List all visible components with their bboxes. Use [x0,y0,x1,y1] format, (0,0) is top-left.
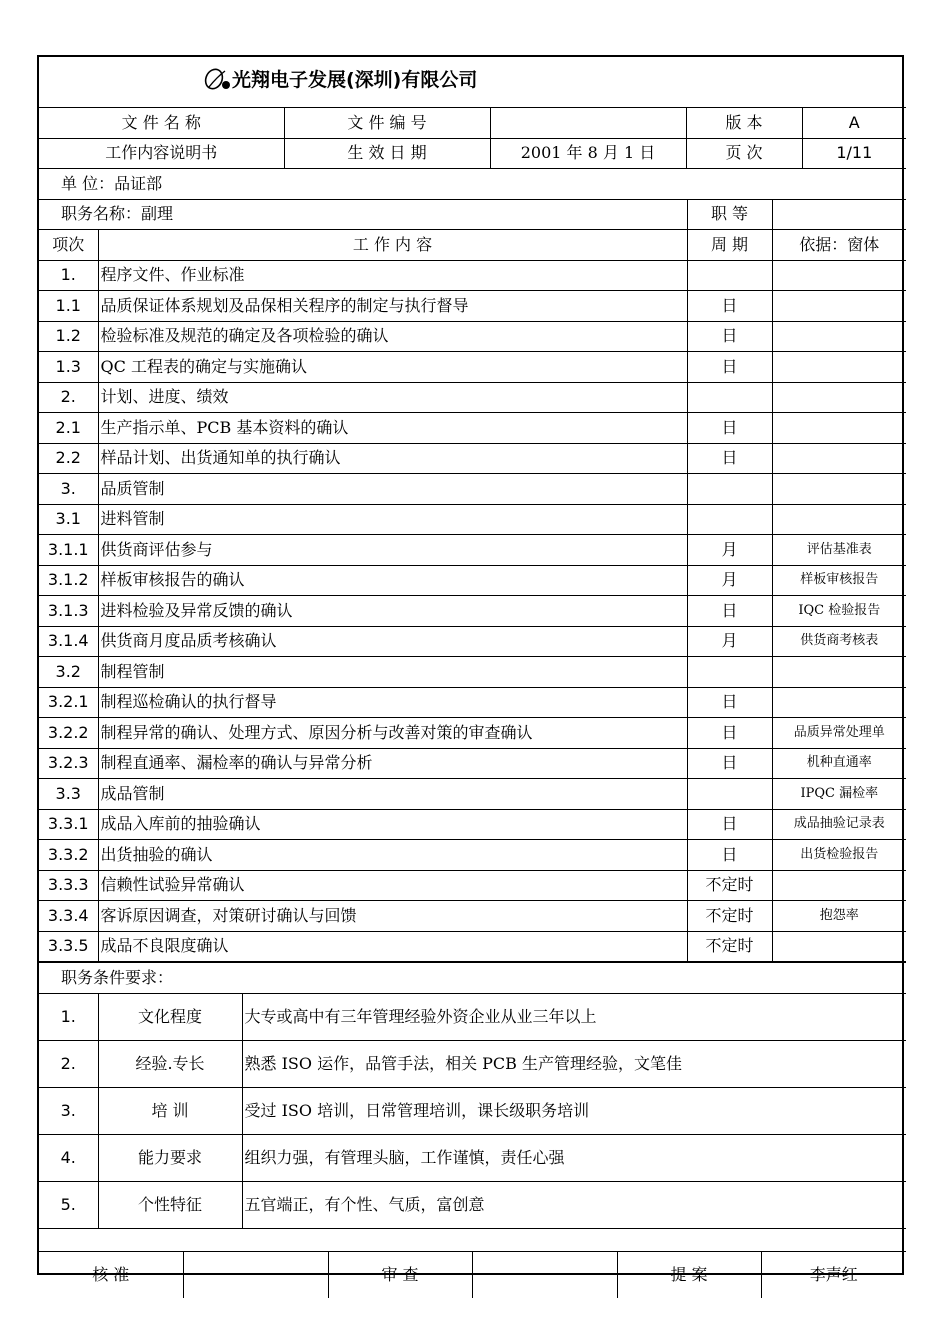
work-item-cycle: 日 [687,291,772,322]
work-item-basis: 评估基准表 [772,535,906,566]
requirement-value: 受过 ISO 培训，日常管理培训，课长级职务培训 [242,1087,906,1134]
work-row [39,382,906,413]
work-item-no: 2.2 [39,443,98,474]
effective-date-value: 2001 年 8 月 1 日 [490,138,686,169]
work-item-basis: 品质异常处理单 [772,718,906,749]
work-item-cycle: 月 [687,626,772,657]
requirement-value: 熟悉 ISO 运作，品管手法，相关 PCB 生产管理经验，文笔佳 [242,1040,906,1087]
work-item-no: 3.1 [39,504,98,535]
requirements-table [39,961,906,1252]
work-item-basis: 机种直通率 [772,748,906,779]
work-row [39,657,906,688]
work-row [39,474,906,505]
work-item-no: 2.1 [39,413,98,444]
work-row [39,779,906,810]
work-item-content: 成品不良限度确认 [98,931,687,962]
work-row [39,291,906,322]
work-item-cycle: 不定时 [687,901,772,932]
work-item-basis [772,657,906,688]
approve-label: 核 准 [39,1251,183,1298]
work-item-content: 供货商月度品质考核确认 [98,626,687,657]
grade-label: 职 等 [687,199,772,230]
requirement-value: 组织力强，有管理头脑，工作谨慎，责任心强 [242,1134,906,1181]
requirement-no: 2. [39,1040,98,1087]
requirement-row [39,1087,906,1134]
work-item-no: 1. [39,260,98,291]
requirement-label: 能力要求 [98,1134,242,1181]
requirement-value: 大专或高中有三年管理经验外资企业从业三年以上 [242,993,906,1040]
work-item-content: 制程异常的确认、处理方式、原因分析与改善对策的审查确认 [98,718,687,749]
work-row [39,687,906,718]
page-value: 1/11 [802,138,906,169]
work-row [39,535,906,566]
doc-name-label: 文 件 名 称 [39,108,284,139]
work-item-content: 品质保证体系规划及品保相关程序的制定与执行督导 [98,291,687,322]
work-item-no: 3.1.4 [39,626,98,657]
work-item-cycle: 日 [687,413,772,444]
unit-line: 单 位：品证部 [39,169,906,200]
propose-label: 提 案 [617,1251,761,1298]
requirement-label: 个性特征 [98,1181,242,1228]
work-item-content: 样品计划、出货通知单的执行确认 [98,443,687,474]
work-item-cycle [687,504,772,535]
requirement-value: 五官端正，有个性、气质，富创意 [242,1181,906,1228]
title-cell [39,57,906,108]
work-item-no: 3.1.1 [39,535,98,566]
work-item-basis [772,474,906,505]
work-item-no: 3.2.2 [39,718,98,749]
work-item-basis [772,321,906,352]
work-row [39,901,906,932]
requirement-row [39,1040,906,1087]
work-item-basis [772,352,906,383]
blank-row [39,1228,906,1251]
work-row [39,596,906,627]
work-item-content: 进料管制 [98,504,687,535]
work-item-content: 成品入库前的抽验确认 [98,809,687,840]
work-item-basis: 出货检验报告 [772,840,906,871]
doc-no-value [490,108,686,139]
work-item-no: 3.2 [39,657,98,688]
work-item-basis: IQC 检验报告 [772,596,906,627]
work-item-cycle: 月 [687,565,772,596]
review-label: 审 查 [328,1251,472,1298]
work-item-content: 制程管制 [98,657,687,688]
work-item-content: 程序文件、作业标准 [98,260,687,291]
work-row [39,718,906,749]
work-item-no: 1.1 [39,291,98,322]
work-item-no: 1.3 [39,352,98,383]
grade-value [772,199,906,230]
work-item-basis: 供货商考核表 [772,626,906,657]
work-item-no: 3. [39,474,98,505]
requirement-row [39,993,906,1040]
work-item-cycle: 日 [687,352,772,383]
work-row [39,260,906,291]
work-item-cycle: 月 [687,535,772,566]
company-logo-icon [201,67,231,93]
work-item-no: 3.2.3 [39,748,98,779]
work-item-basis: IPQC 漏检率 [772,779,906,810]
work-item-content: 样板审核报告的确认 [98,565,687,596]
version-value: A [802,108,906,139]
requirement-label: 文化程度 [98,993,242,1040]
company-name: 光翔电子发展(深圳)有限公司 [232,69,478,91]
col-basis-header: 依据：窗体 [772,230,906,261]
version-label: 版 本 [686,108,802,139]
work-row [39,352,906,383]
work-item-basis: 成品抽验记录表 [772,809,906,840]
work-item-content: 制程巡检确认的执行督导 [98,687,687,718]
work-item-cycle: 日 [687,748,772,779]
work-content-table [39,168,906,962]
work-item-no: 3.3.2 [39,840,98,871]
work-item-no: 3.3.1 [39,809,98,840]
work-row [39,748,906,779]
propose-signature: 李声红 [761,1251,906,1298]
work-item-content: 客诉原因调查，对策研讨确认与回馈 [98,901,687,932]
work-item-content: 供货商评估参与 [98,535,687,566]
requirement-rows [39,993,906,1228]
work-item-cycle: 不定时 [687,931,772,962]
work-item-cycle: 日 [687,718,772,749]
work-item-no: 3.1.3 [39,596,98,627]
requirement-label: 经验.专长 [98,1040,242,1087]
review-signature [472,1251,617,1298]
work-item-no: 3.2.1 [39,687,98,718]
document-sheet [37,55,904,1284]
work-row [39,870,906,901]
work-item-basis [772,870,906,901]
work-item-cycle [687,474,772,505]
work-row [39,443,906,474]
work-item-cycle: 日 [687,687,772,718]
work-item-no: 2. [39,382,98,413]
work-row [39,840,906,871]
header-table [39,57,906,169]
work-item-cycle [687,260,772,291]
work-row [39,413,906,444]
work-item-basis [772,443,906,474]
company-title [201,67,477,93]
col-item-header: 项次 [39,230,98,261]
work-item-basis: 抱怨率 [772,901,906,932]
col-content-header: 工 作 内 容 [98,230,687,261]
requirements-title: 职务条件要求： [39,962,906,993]
work-item-content: 检验标准及规范的确定及各项检验的确认 [98,321,687,352]
work-item-no: 3.3 [39,779,98,810]
requirement-row [39,1134,906,1181]
work-item-cycle: 日 [687,596,772,627]
work-item-content: 计划、进度、绩效 [98,382,687,413]
work-item-no: 3.3.5 [39,931,98,962]
work-item-no: 3.3.4 [39,901,98,932]
work-item-content: 生产指示单、PCB 基本资料的确认 [98,413,687,444]
position-line: 职务名称：副理 [39,199,687,230]
work-item-basis: 样板审核报告 [772,565,906,596]
work-item-content: 出货抽验的确认 [98,840,687,871]
requirement-no: 5. [39,1181,98,1228]
doc-no-label: 文 件 编 号 [284,108,490,139]
work-item-cycle [687,382,772,413]
work-row [39,565,906,596]
signature-table [39,1251,906,1298]
requirement-row [39,1181,906,1228]
work-item-no: 3.1.2 [39,565,98,596]
work-item-content: 成品管制 [98,779,687,810]
work-item-cycle: 不定时 [687,870,772,901]
work-item-cycle: 日 [687,443,772,474]
work-item-cycle: 日 [687,809,772,840]
work-item-basis [772,504,906,535]
work-item-no: 1.2 [39,321,98,352]
work-row [39,321,906,352]
work-rows [39,260,906,962]
work-item-basis [772,687,906,718]
work-item-cycle: 日 [687,321,772,352]
approve-signature [183,1251,328,1298]
work-item-basis [772,260,906,291]
work-item-content: 信赖性试验异常确认 [98,870,687,901]
col-cycle-header: 周 期 [687,230,772,261]
work-row [39,504,906,535]
requirement-label: 培 训 [98,1087,242,1134]
work-row [39,626,906,657]
page-label: 页 次 [686,138,802,169]
effective-date-label: 生 效 日 期 [284,138,490,169]
doc-name-value: 工作内容说明书 [39,138,284,169]
work-item-content: 制程直通率、漏检率的确认与异常分析 [98,748,687,779]
work-item-no: 3.3.3 [39,870,98,901]
work-item-cycle [687,779,772,810]
work-item-content: 品质管制 [98,474,687,505]
work-item-basis [772,931,906,962]
requirement-no: 4. [39,1134,98,1181]
work-item-cycle: 日 [687,840,772,871]
work-row [39,809,906,840]
requirement-no: 3. [39,1087,98,1134]
work-item-basis [772,382,906,413]
work-item-cycle [687,657,772,688]
work-item-content: QC 工程表的确定与实施确认 [98,352,687,383]
requirement-no: 1. [39,993,98,1040]
work-item-basis [772,413,906,444]
work-item-content: 进料检验及异常反馈的确认 [98,596,687,627]
work-row [39,931,906,962]
work-item-basis [772,291,906,322]
